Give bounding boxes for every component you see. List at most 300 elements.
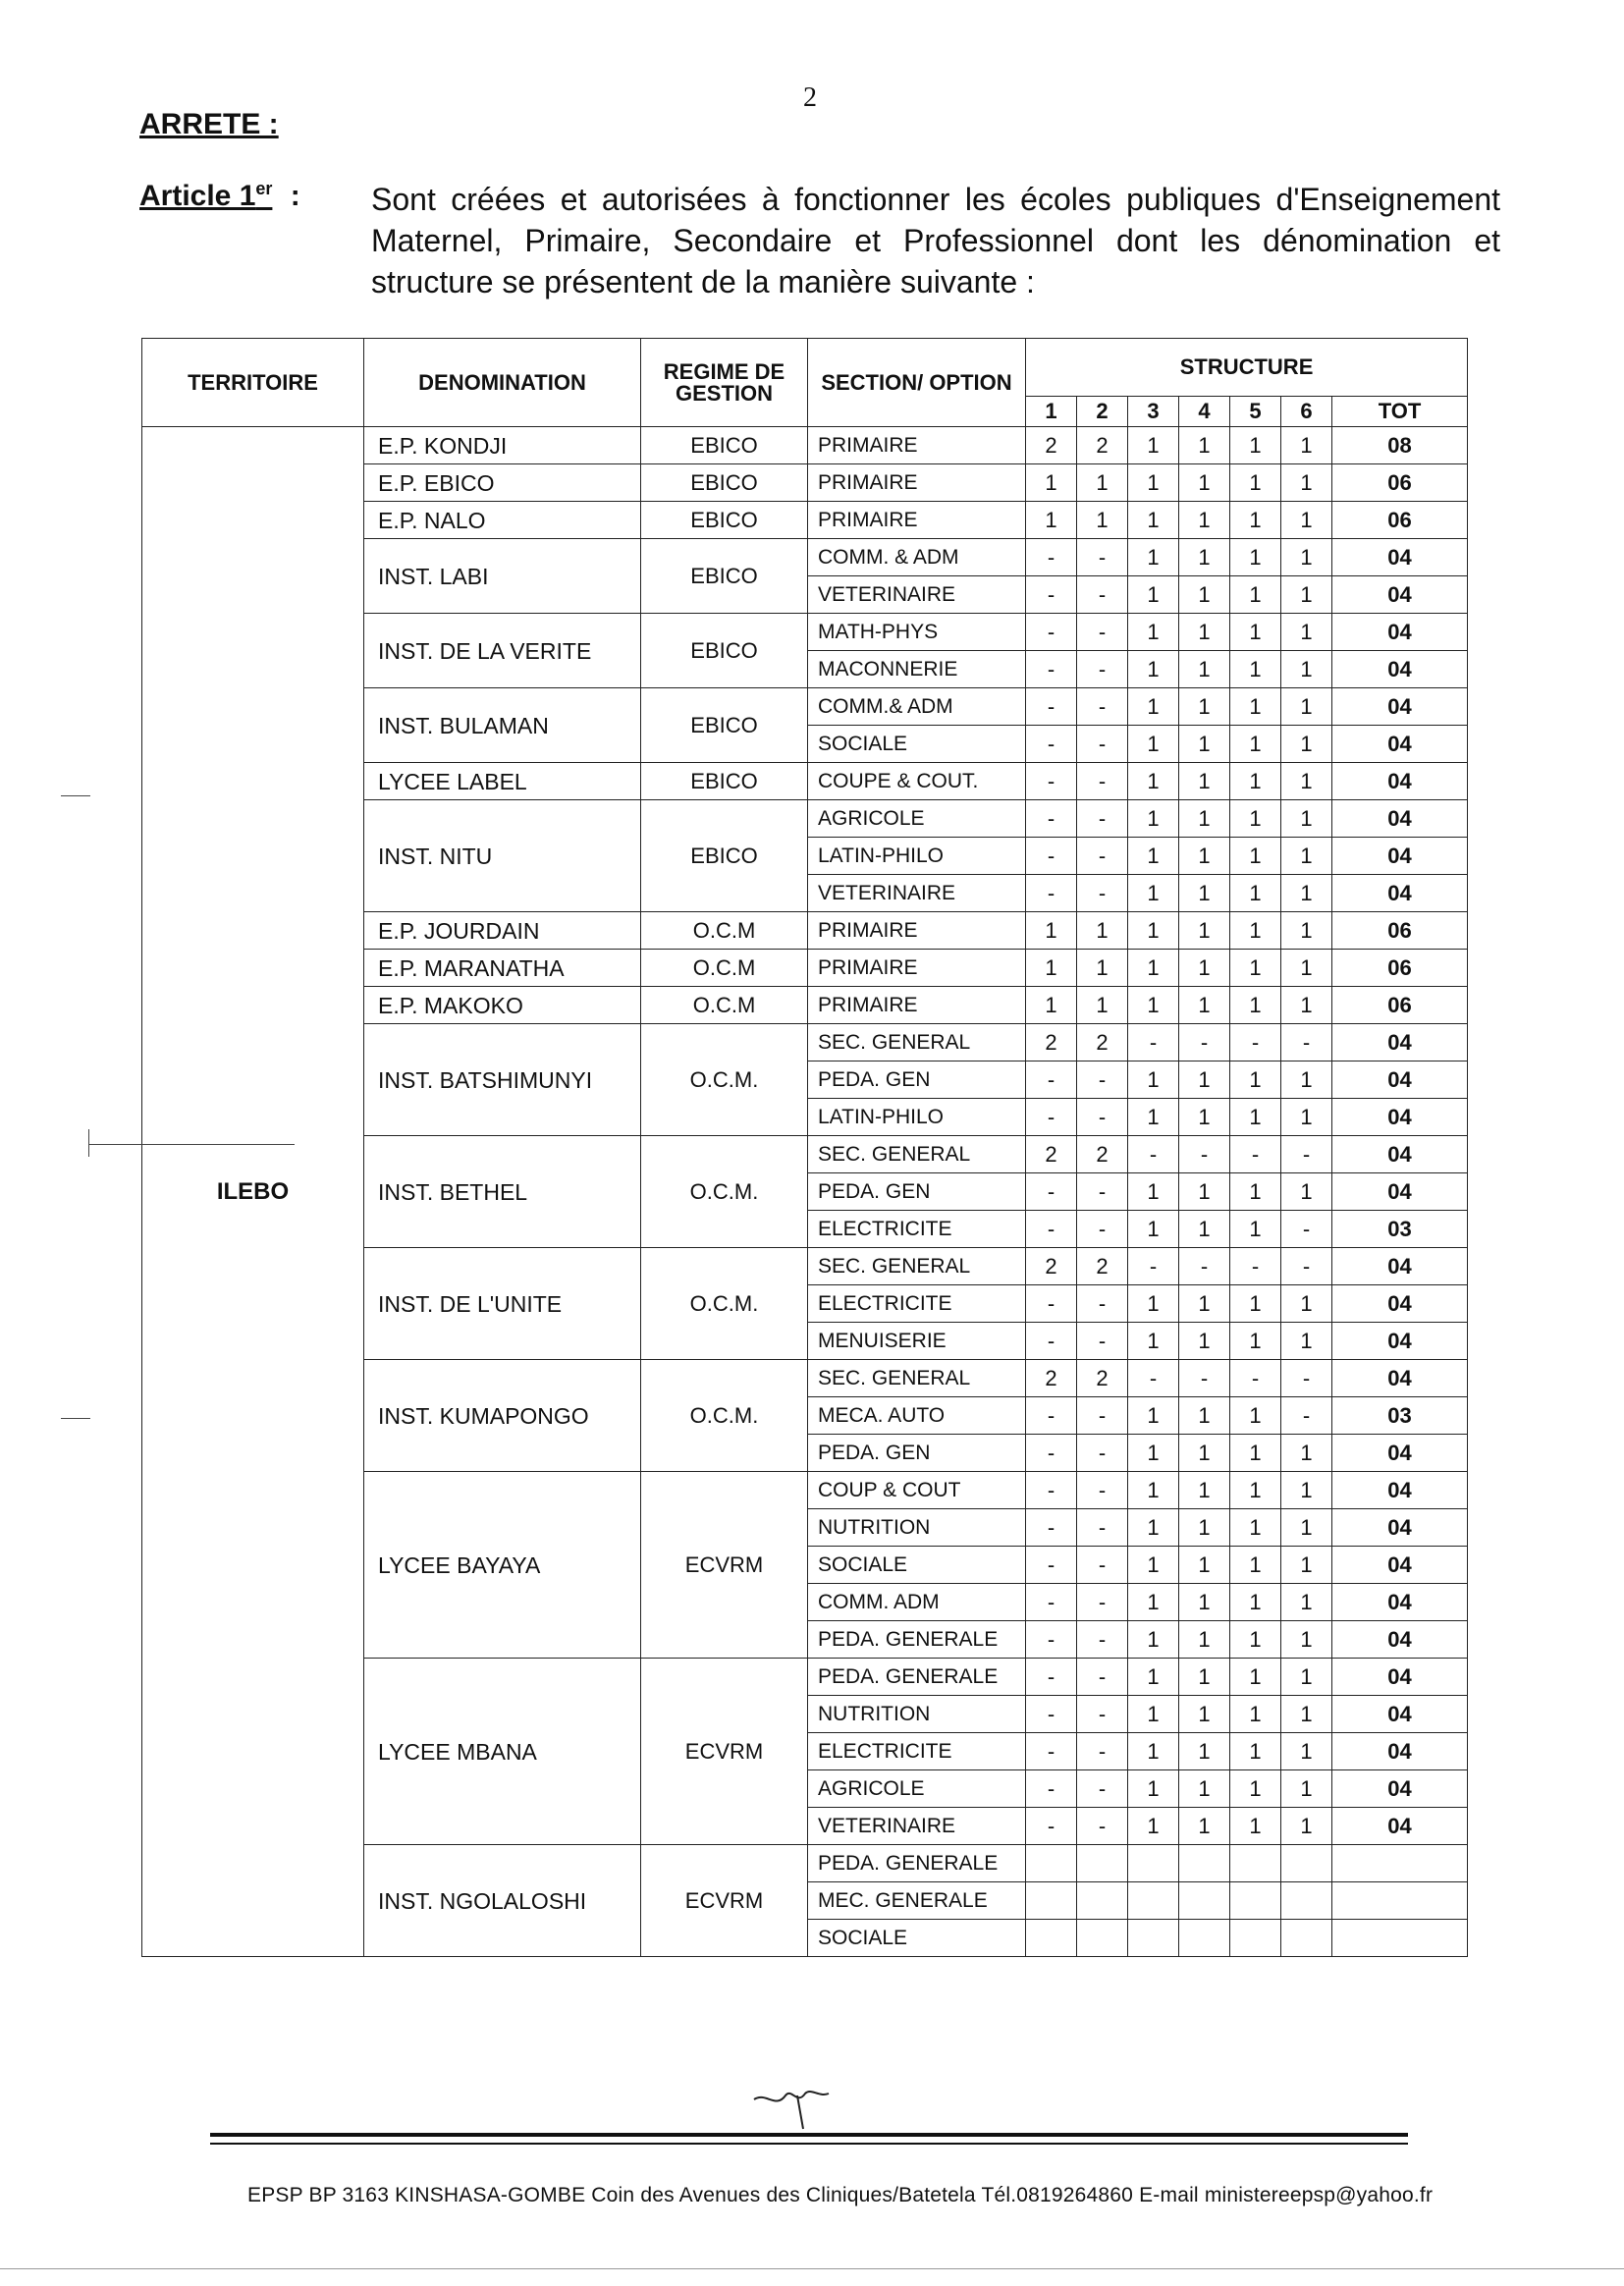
option-cell: PEDA. GEN [808,1173,1026,1211]
structure-cell: 1 [1281,1061,1332,1099]
structure-cell: 1 [1281,1323,1332,1360]
total-cell: 08 [1332,427,1468,464]
total-cell: 04 [1332,1061,1468,1099]
structure-cell: 1 [1128,688,1179,726]
total-cell: 04 [1332,614,1468,651]
structure-cell: - [1077,1547,1128,1584]
option-cell: SEC. GENERAL [808,1360,1026,1397]
footer-rule-thick [210,2133,1408,2137]
structure-cell: 1 [1230,987,1281,1024]
option-cell: VETERINAIRE [808,576,1026,614]
structure-cell: - [1026,838,1077,875]
scan-mark [61,795,90,796]
scan-mark [0,2268,1624,2269]
structure-cell: 1 [1077,950,1128,987]
structure-cell: 1 [1230,1061,1281,1099]
denomination-cell: E.P. MARANATHA [364,950,641,987]
structure-cell: 1 [1281,1733,1332,1770]
structure-cell [1179,1845,1230,1882]
total-cell: 04 [1332,1696,1468,1733]
option-cell: SEC. GENERAL [808,1248,1026,1285]
structure-cell: 1 [1077,502,1128,539]
total-cell: 04 [1332,726,1468,763]
structure-cell: 1 [1128,1472,1179,1509]
structure-cell: - [1230,1136,1281,1173]
structure-cell [1026,1920,1077,1957]
structure-cell: 1 [1128,1173,1179,1211]
structure-cell: - [1077,651,1128,688]
total-cell: 04 [1332,539,1468,576]
structure-cell: 1 [1128,800,1179,838]
header-col-4: 4 [1179,397,1230,427]
structure-cell: 1 [1179,1547,1230,1584]
structure-cell: 1 [1179,688,1230,726]
structure-cell: 1 [1230,1435,1281,1472]
structure-cell: - [1128,1136,1179,1173]
structure-cell: 1 [1128,838,1179,875]
structure-cell: - [1026,1435,1077,1472]
structure-cell: - [1026,651,1077,688]
regime-cell: EBICO [641,800,808,912]
structure-cell: 1 [1128,1621,1179,1659]
structure-cell: 1 [1230,651,1281,688]
total-cell: 04 [1332,1621,1468,1659]
structure-cell: - [1077,614,1128,651]
structure-cell: 1 [1281,838,1332,875]
structure-cell: - [1077,875,1128,912]
total-cell: 04 [1332,1547,1468,1584]
total-cell: 04 [1332,1285,1468,1323]
structure-cell: 1 [1230,1621,1281,1659]
structure-cell: 1 [1026,464,1077,502]
structure-cell: - [1077,539,1128,576]
regime-cell: EBICO [641,464,808,502]
structure-cell: 1 [1281,539,1332,576]
structure-cell: 1 [1230,1770,1281,1808]
total-cell: 04 [1332,1584,1468,1621]
structure-cell: 1 [1128,726,1179,763]
structure-cell: 1 [1230,1099,1281,1136]
denomination-cell: LYCEE BAYAYA [364,1472,641,1659]
structure-cell [1128,1845,1179,1882]
total-cell: 04 [1332,1248,1468,1285]
structure-cell: 1 [1230,1808,1281,1845]
structure-cell: 1 [1128,1211,1179,1248]
structure-cell [1026,1882,1077,1920]
structure-cell: - [1281,1248,1332,1285]
structure-cell: 1 [1230,838,1281,875]
option-cell: SOCIALE [808,726,1026,763]
denomination-cell: INST. NGOLALOSHI [364,1845,641,1957]
total-cell: 04 [1332,875,1468,912]
structure-cell: - [1077,1621,1128,1659]
structure-cell: 1 [1179,1099,1230,1136]
header-col-tot: TOT [1332,397,1468,427]
total-cell: 04 [1332,1808,1468,1845]
structure-cell: 1 [1128,1061,1179,1099]
header-structure: STRUCTURE [1026,339,1468,397]
structure-cell: - [1026,1099,1077,1136]
structure-cell: - [1026,1584,1077,1621]
structure-cell: - [1026,1211,1077,1248]
option-cell: PEDA. GENERALE [808,1621,1026,1659]
structure-cell [1179,1882,1230,1920]
option-cell: AGRICOLE [808,800,1026,838]
structure-cell: 1 [1230,1547,1281,1584]
option-cell: MEC. GENERALE [808,1882,1026,1920]
structure-cell: 1 [1281,1099,1332,1136]
structure-cell: - [1026,1808,1077,1845]
option-cell: COUPE & COUT. [808,763,1026,800]
structure-cell: 1 [1281,1696,1332,1733]
total-cell: 04 [1332,1733,1468,1770]
structure-cell: 1 [1281,987,1332,1024]
structure-cell: - [1026,1472,1077,1509]
structure-cell: - [1077,726,1128,763]
total-cell: 06 [1332,464,1468,502]
structure-cell: 1 [1281,912,1332,950]
article-text: Sont créées et autorisées à fonctionner les écoles publiques d'Enseignement Maternel, Primaire, Secondaire et Professionnel dont les dénomination et structure se présentent de la manière suivante : [371,182,1500,299]
option-cell: SEC. GENERAL [808,1024,1026,1061]
structure-cell: - [1077,1173,1128,1211]
structure-cell: 1 [1281,1584,1332,1621]
territory-cell: ILEBO [142,427,364,1957]
structure-cell: - [1026,539,1077,576]
denomination-cell: LYCEE MBANA [364,1659,641,1845]
structure-cell [1230,1845,1281,1882]
structure-cell: - [1026,1770,1077,1808]
total-cell: 04 [1332,1509,1468,1547]
structure-cell: 1 [1179,1770,1230,1808]
structure-cell: - [1026,614,1077,651]
structure-cell: - [1026,1323,1077,1360]
structure-cell: 2 [1077,427,1128,464]
structure-cell: 2 [1026,1136,1077,1173]
total-cell: 03 [1332,1397,1468,1435]
structure-cell: 1 [1179,1435,1230,1472]
regime-cell: O.C.M [641,987,808,1024]
header-regime: REGIME DE GESTION [641,339,808,427]
structure-cell: - [1026,1547,1077,1584]
structure-cell: 1 [1230,950,1281,987]
structure-cell: 2 [1026,1248,1077,1285]
structure-cell: 1 [1179,1808,1230,1845]
structure-cell: 1 [1281,1472,1332,1509]
structure-cell: - [1128,1360,1179,1397]
structure-cell: 1 [1179,875,1230,912]
denomination-cell: LYCEE LABEL [364,763,641,800]
total-cell: 04 [1332,1770,1468,1808]
structure-cell: 1 [1128,651,1179,688]
structure-cell: 1 [1128,1696,1179,1733]
arrete-heading: ARRETE : [139,108,279,140]
regime-cell: O.C.M. [641,1024,808,1136]
structure-cell: 1 [1179,1173,1230,1211]
structure-cell: 1 [1179,763,1230,800]
structure-cell: 1 [1179,1397,1230,1435]
option-cell: COMM.& ADM [808,688,1026,726]
denomination-cell: E.P. NALO [364,502,641,539]
denomination-cell: E.P. EBICO [364,464,641,502]
option-cell: PRIMAIRE [808,502,1026,539]
structure-cell: 1 [1281,614,1332,651]
structure-cell: 1 [1128,1547,1179,1584]
total-cell: 04 [1332,1136,1468,1173]
total-cell [1332,1882,1468,1920]
structure-cell: - [1026,576,1077,614]
option-cell: SOCIALE [808,1547,1026,1584]
option-cell: MATH-PHYS [808,614,1026,651]
signature-mark [746,2082,835,2131]
denomination-cell: INST. BATSHIMUNYI [364,1024,641,1136]
structure-cell: 1 [1281,1509,1332,1547]
denomination-cell: E.P. MAKOKO [364,987,641,1024]
regime-cell: EBICO [641,539,808,614]
structure-cell: 1 [1128,427,1179,464]
structure-cell: 1 [1179,539,1230,576]
option-cell: PEDA. GEN [808,1435,1026,1472]
structure-cell: - [1128,1024,1179,1061]
structure-cell: - [1179,1024,1230,1061]
footer-address: EPSP BP 3163 KINSHASA-GOMBE Coin des Avenues des Cliniques/Batetela Tél.0819264860 E-mail ministereepsp@yahoo.fr [247,2184,1434,2206]
structure-cell: 1 [1179,1323,1230,1360]
footer-rule-thin [210,2143,1408,2145]
total-cell: 04 [1332,1659,1468,1696]
total-cell: 04 [1332,1472,1468,1509]
total-cell: 06 [1332,912,1468,950]
structure-cell: 1 [1281,502,1332,539]
denomination-cell: INST. KUMAPONGO [364,1360,641,1472]
structure-cell: 1 [1281,726,1332,763]
structure-cell: 1 [1281,427,1332,464]
structure-cell: 1 [1281,1547,1332,1584]
option-cell: COMM. & ADM [808,539,1026,576]
structure-cell: 1 [1281,763,1332,800]
structure-cell: 1 [1128,1099,1179,1136]
option-cell: VETERINAIRE [808,1808,1026,1845]
structure-cell [1026,1845,1077,1882]
structure-cell: - [1026,763,1077,800]
regime-cell: O.C.M. [641,1248,808,1360]
total-cell [1332,1845,1468,1882]
structure-cell: - [1077,1770,1128,1808]
structure-cell: 1 [1281,950,1332,987]
structure-cell: 1 [1179,1733,1230,1770]
option-cell: PRIMAIRE [808,987,1026,1024]
structure-cell: 1 [1179,987,1230,1024]
structure-cell: - [1077,576,1128,614]
structure-cell: - [1179,1136,1230,1173]
structure-cell: - [1077,1696,1128,1733]
option-cell: COUP & COUT [808,1472,1026,1509]
structure-cell: - [1179,1360,1230,1397]
option-cell: SEC. GENERAL [808,1136,1026,1173]
structure-cell: 1 [1077,987,1128,1024]
total-cell: 04 [1332,576,1468,614]
header-denomination: DENOMINATION [364,339,641,427]
structure-cell: 1 [1230,464,1281,502]
option-cell: AGRICOLE [808,1770,1026,1808]
structure-cell: 2 [1077,1024,1128,1061]
header-col-6: 6 [1281,397,1332,427]
structure-cell: 1 [1128,576,1179,614]
structure-cell: - [1077,1472,1128,1509]
structure-cell: 1 [1077,912,1128,950]
option-cell: PRIMAIRE [808,950,1026,987]
regime-cell: O.C.M [641,912,808,950]
structure-cell: 1 [1128,1509,1179,1547]
structure-cell: 1 [1230,726,1281,763]
structure-cell: 1 [1179,1659,1230,1696]
structure-cell: - [1026,1696,1077,1733]
structure-cell: - [1077,1659,1128,1696]
option-cell: PEDA. GENERALE [808,1659,1026,1696]
structure-cell: 1 [1179,464,1230,502]
structure-cell: - [1077,800,1128,838]
regime-cell: EBICO [641,427,808,464]
structure-cell: - [1026,1397,1077,1435]
structure-cell: 1 [1230,1211,1281,1248]
structure-cell [1128,1920,1179,1957]
option-cell: PRIMAIRE [808,464,1026,502]
option-cell: ELECTRICITE [808,1211,1026,1248]
structure-cell: 1 [1230,1584,1281,1621]
option-cell: PEDA. GEN [808,1061,1026,1099]
structure-cell: 1 [1230,1173,1281,1211]
structure-cell: - [1026,1173,1077,1211]
structure-cell: 1 [1230,1659,1281,1696]
structure-cell: 1 [1179,1285,1230,1323]
structure-cell: - [1077,1435,1128,1472]
regime-cell: O.C.M [641,950,808,987]
structure-cell: 1 [1179,576,1230,614]
header-col-3: 3 [1128,397,1179,427]
structure-cell: 1 [1230,800,1281,838]
total-cell: 04 [1332,1099,1468,1136]
structure-cell: 1 [1128,875,1179,912]
structure-cell: - [1077,1509,1128,1547]
denomination-cell: E.P. JOURDAIN [364,912,641,950]
total-cell: 04 [1332,800,1468,838]
option-cell: PRIMAIRE [808,912,1026,950]
structure-cell: 1 [1281,1285,1332,1323]
option-cell: MENUISERIE [808,1323,1026,1360]
structure-cell: - [1077,1808,1128,1845]
structure-cell: 2 [1026,1360,1077,1397]
regime-cell: ECVRM [641,1659,808,1845]
structure-cell: 1 [1230,688,1281,726]
option-cell: ELECTRICITE [808,1285,1026,1323]
structure-cell: 1 [1179,1061,1230,1099]
structure-cell: 1 [1230,875,1281,912]
structure-cell: 1 [1230,1472,1281,1509]
structure-cell: 1 [1230,576,1281,614]
structure-cell: 1 [1128,1397,1179,1435]
total-cell: 06 [1332,950,1468,987]
option-cell: LATIN-PHILO [808,1099,1026,1136]
scan-mark [61,1418,90,1419]
structure-cell: - [1026,1733,1077,1770]
regime-cell: EBICO [641,502,808,539]
total-cell: 04 [1332,1360,1468,1397]
structure-cell [1230,1920,1281,1957]
total-cell: 06 [1332,987,1468,1024]
structure-cell: - [1281,1397,1332,1435]
structure-cell [1077,1845,1128,1882]
structure-cell [1179,1920,1230,1957]
structure-cell: 1 [1281,800,1332,838]
structure-cell: - [1077,1061,1128,1099]
article-colon: : [290,180,300,212]
structure-cell: 1 [1281,1659,1332,1696]
structure-cell: - [1077,763,1128,800]
structure-cell: - [1077,1285,1128,1323]
option-cell: NUTRITION [808,1509,1026,1547]
structure-cell: 1 [1128,1733,1179,1770]
structure-cell: 1 [1230,1397,1281,1435]
option-cell: SOCIALE [808,1920,1026,1957]
structure-cell: 1 [1230,539,1281,576]
structure-cell: 1 [1179,950,1230,987]
denomination-cell: INST. BULAMAN [364,688,641,763]
structure-cell: 1 [1230,1733,1281,1770]
regime-cell: O.C.M. [641,1360,808,1472]
structure-cell: 1 [1230,427,1281,464]
structure-cell [1281,1920,1332,1957]
structure-cell [1281,1882,1332,1920]
article-label [139,179,300,213]
total-cell [1332,1920,1468,1957]
option-cell: ELECTRICITE [808,1733,1026,1770]
denomination-cell: INST. LABI [364,539,641,614]
regime-cell: EBICO [641,688,808,763]
structure-cell: 1 [1281,1621,1332,1659]
structure-cell: - [1077,1584,1128,1621]
option-cell: NUTRITION [808,1696,1026,1733]
structure-cell: 2 [1026,1024,1077,1061]
structure-cell: 1 [1128,1435,1179,1472]
structure-cell: 1 [1128,539,1179,576]
regime-cell: ECVRM [641,1472,808,1659]
structure-cell: 1 [1128,502,1179,539]
structure-cell: - [1026,800,1077,838]
structure-cell: 1 [1179,651,1230,688]
structure-cell [1077,1882,1128,1920]
scan-mark [88,1129,89,1157]
header-section: SECTION/ OPTION [808,339,1026,427]
structure-cell: 1 [1230,1323,1281,1360]
structure-cell: 1 [1128,464,1179,502]
structure-cell: 1 [1281,688,1332,726]
denomination-cell: INST. NITU [364,800,641,912]
total-cell: 04 [1332,1435,1468,1472]
structure-cell: 1 [1128,912,1179,950]
total-cell: 04 [1332,651,1468,688]
structure-cell: - [1281,1360,1332,1397]
structure-cell: 1 [1281,576,1332,614]
structure-cell: - [1077,1211,1128,1248]
structure-cell: 1 [1179,1509,1230,1547]
structure-cell: 1 [1179,726,1230,763]
structure-cell: 1 [1128,614,1179,651]
structure-cell: 1 [1179,502,1230,539]
structure-cell: - [1230,1024,1281,1061]
regime-cell: EBICO [641,614,808,688]
option-cell: PRIMAIRE [808,427,1026,464]
structure-cell: 2 [1077,1360,1128,1397]
structure-cell: 1 [1179,1584,1230,1621]
denomination-cell: INST. DE LA VERITE [364,614,641,688]
